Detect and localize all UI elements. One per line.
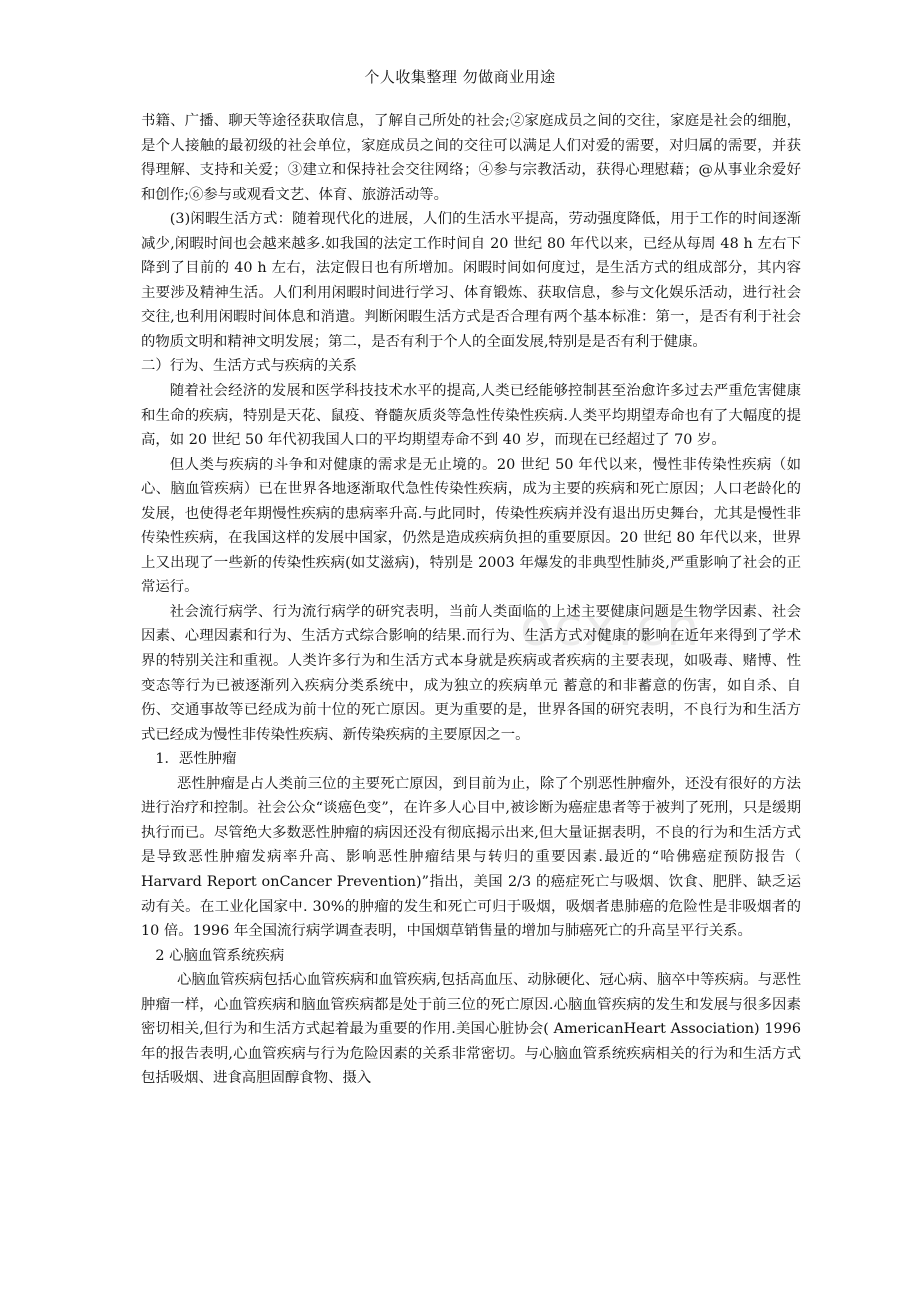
paragraph: 恶性肿瘤是占人类前三位的主要死亡原因，到目前为止，除了个别恶性肿瘤外，还没有很好的方法进行治疗和控制。社会公众“谈癌色变”，在许多人心目中,被诊断为癌症患者等于被判了死刑，只是缓期执行而已。尽管绝大多数恶性肿瘤的病因还没有彻底揭示出来,但大量证据表明，不良的行为和生活方式是导致恶性肿瘤发病率升高、影响恶性肿瘤结果与转归的重要因素.最近的“哈佛癌症预防报告（ Harvard Report onCancer Prevention)”指出，美国 2/3 的癌症死亡与吸烟、饮食、肥胖、缺乏运动有关。在工业化国家中. 30%的肿瘤的发生和死亡可归于吸烟，吸烟者患肺癌的危险性是非吸烟者的 10 倍。1996 年全国流行病学调查表明，中国烟草销售量的增加与肺癌死亡的升高呈平行关系。: [141, 775, 801, 940]
body-text: [141, 109, 801, 1091]
paragraph: 心脑血管疾病包括心血管疾病和血管疾病,包括高血压、动脉硬化、冠心病、脑卒中等疾病。与恶性肿瘤一样，心血管疾病和脑血管疾病都是处于前三位的死亡原因.心脑血管疾病的发生和发展与很多因素密切相关,但行为和生活方式起着最为重要的作用.美国心脏协会( AmericanHeart Association) 1996 年的报告表明,心血管疾病与行为危险因素的关系非常密切。与心脑血管系统疾病相关的行为和生活方式包括吸烟、进食高胆固醇食物、摄入: [141, 972, 801, 1087]
paragraph: 但人类与疾病的斗争和对健康的需求是无止境的。20 世纪 50 年代以来，慢性非传染性疾病（如心、脑血管疾病）已在世界各地逐渐取代急性传染性疾病，成为主要的疾病和死亡原因；人口老龄化的发展，也使得老年期慢性疾病的患病率升高.与此同时，传染性疾病并没有退出历史舞台，尤其是慢性非传染性疾病，在我国这样的发展中国家，仍然是造成疾病负担的重要原因。20 世纪 80 年代以来，世界上又出现了一些新的传染性疾病(如艾滋病)，特别是 2003 年爆发的非典型性肺炎,严重影响了社会的正常运行。: [141, 456, 801, 596]
watermark: ocx.cn: [520, 598, 702, 658]
paragraph: 书籍、广播、聊天等途径获取信息，了解自己所处的社会;②家庭成员之间的交往，家庭是社会的细胞，是个人接触的最初级的社会单位，家庭成员之间的交往可以满足人们对爱的需要，对归属的需要，并获得理解、支持和关爱；③建立和保持社会交往网络；④参与宗教活动，获得心理慰藉；@从事业余爱好和创作;⑥参与或观看文艺、体育、旅游活动等。: [141, 113, 801, 203]
paragraph: 随着社会经济的发展和医学科技技术水平的提高,人类已经能够控制甚至治愈许多过去严重危害健康和生命的疾病，特别是天花、鼠疫、脊髓灰质炎等急性传染性疾病.人类平均期望寿命也有了大幅度的提高，如 20 世纪 50 年代初我国人口的平均期望寿命不到 40 岁，而现在已经超过了 70 岁。: [141, 383, 801, 449]
subsection-heading: 2 心脑血管系统疾病: [155, 947, 285, 964]
page-header: 个人收集整理 勿做商业用途: [364, 68, 556, 86]
subsection-heading: 1．恶性肿瘤: [155, 751, 237, 768]
paragraph: 社会流行病学、行为流行病学的研究表明，当前人类面临的上述主要健康问题是生物学因素、社会因素、心理因素和行为、生活方式综合影响的结果.而行为、生活方式对健康的影响在近年来得到了学术界的特别关注和重视。人类许多行为和生活方式本身就是疾病或者疾病的主要表现，如吸毒、赌博、性变态等行为已被逐渐列入疾病分类系统中，成为独立的疾病单元 蓄意的和非蓄意的伤害，如自杀、自伤、交通事故等已经成为前十位的死亡原因。更为重要的是，世界各国的研究表明，不良行为和生活方式已经成为慢性非传染性疾病、新传染疾病的主要原因之一。: [141, 603, 801, 743]
section-heading: 二）行为、生活方式与疾病的关系: [141, 358, 357, 375]
paragraph: (3)闲暇生活方式：随着现代化的进展，人们的生活水平提高，劳动强度降低，用于工作的时间逐渐减少,闲暇时间也会越来越多.如我国的法定工作时间自 20 世纪 80 年代以来，已经从每周 48 h 左右下降到了目前的 40 h 左右，法定假日也有所增加。闲暇时间如何度过，是生活方式的组成部分，其内容主要涉及精神生活。人们利用闲暇时间进行学习、体育锻炼、获取信息，参与文化娱乐活动，进行社会交往,也利用闲暇时间体息和消遣。判断闲暇生活方式是否合理有两个基本标准：第一，是否有利于社会的物质文明和精神文明发展；第二，是否有利于个人的全面发展,特别是是否有利于健康。: [141, 211, 802, 350]
